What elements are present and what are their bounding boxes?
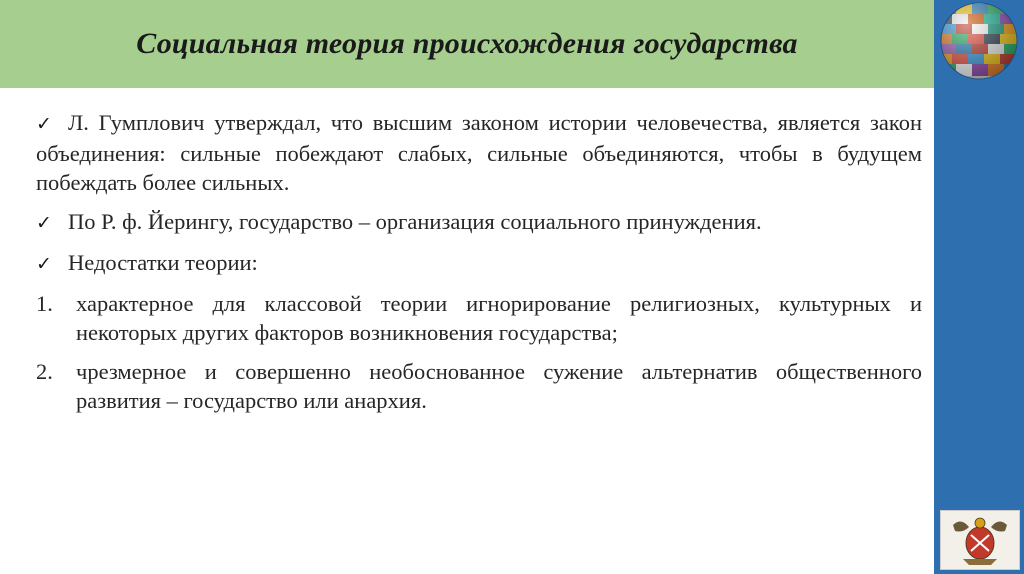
side-bar — [934, 0, 1024, 574]
slide-title: Социальная теория происхождения государства — [136, 27, 798, 60]
bullet-item — [36, 108, 922, 197]
title-bar — [0, 0, 934, 88]
checkmark-icon: ✓ — [36, 113, 52, 135]
checkmark-icon: ✓ — [36, 253, 52, 275]
numbered-item — [36, 289, 922, 347]
bullet-text: По Р. ф. Йерингу, государство – организация социального принуждения. — [68, 209, 762, 234]
item-text: чрезмерное и совершенно необоснованное сужение альтернатив общественного развития – государство или анархия. — [76, 359, 922, 413]
bullet-text: Л. Гумплович утверждал, что высшим законом истории человечества, является закон объединения: сильные побеждают слабых, сильные объединяются, чтобы в будущем побеждать более сильных. — [36, 110, 922, 195]
globe-icon — [938, 0, 1020, 82]
checkmark-icon: ✓ — [36, 212, 52, 234]
slide-content — [36, 108, 922, 425]
item-text: характерное для классовой теории игнорирование религиозных, культурных и некоторых других факторов возникновения государства; — [76, 291, 922, 345]
item-number: 1. — [36, 291, 53, 316]
bullet-item — [36, 207, 922, 238]
numbered-item — [36, 357, 922, 415]
item-number: 2. — [36, 359, 53, 384]
bullet-text: Недостатки теории: — [68, 250, 258, 275]
bullet-item — [36, 248, 922, 279]
emblem-icon — [940, 510, 1020, 570]
